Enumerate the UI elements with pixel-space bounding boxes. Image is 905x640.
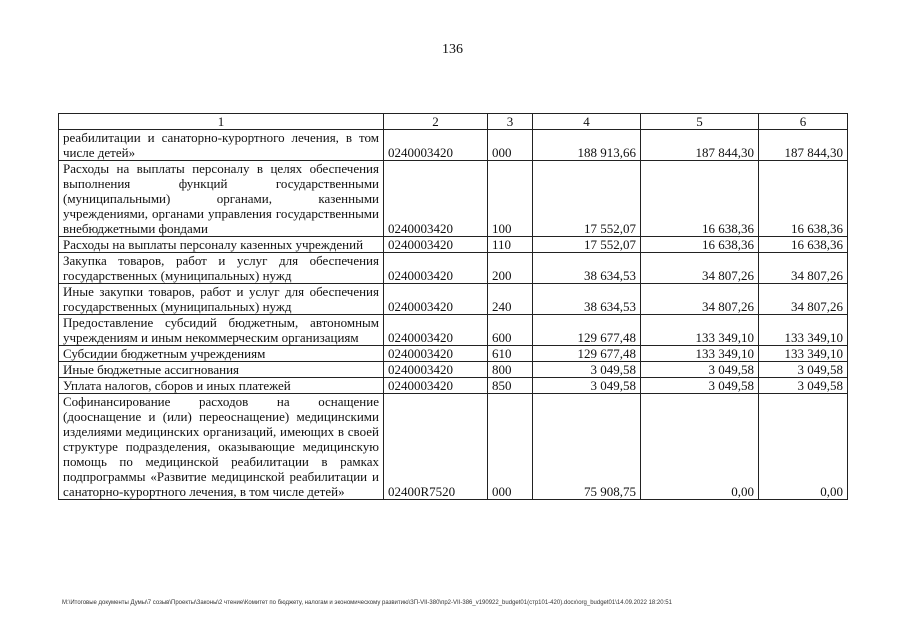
table-row <box>59 346 848 362</box>
table-row <box>59 130 848 161</box>
row-amount-col5: 0,00 <box>641 394 759 500</box>
row-name: реабилитации и санаторно-курортного лечения, в том числе детей» <box>59 130 384 161</box>
row-target-code: 0240003420 <box>384 346 488 362</box>
row-expense-type: 850 <box>488 378 533 394</box>
row-target-code: 0240003420 <box>384 161 488 237</box>
row-amount-col4: 38 634,53 <box>533 284 641 315</box>
row-amount-col4: 129 677,48 <box>533 346 641 362</box>
header-col-1: 1 <box>59 114 384 130</box>
table-row <box>59 394 848 500</box>
row-expense-type: 800 <box>488 362 533 378</box>
row-amount-col4: 188 913,66 <box>533 130 641 161</box>
row-name: Софинансирование расходов на оснащение (дооснащение и (или) переоснащение) медицинскими изделиями медицинских организаций, имеющих в своей структуре подразделения, оказывающие медицинскую помощь по медицинской реабилитации в рамках подпрограммы «Развитие медицинской реабилитации и санаторно-курортного лечения, в том числе детей» <box>59 394 384 500</box>
row-amount-col5: 34 807,26 <box>641 253 759 284</box>
page-number: 136 <box>442 42 463 57</box>
row-name: Расходы на выплаты персоналу в целях обеспечения выполнения функций государственными (муниципальными) органами, казенными учреждениями, органами управления государственными внебюджетными фондами <box>59 161 384 237</box>
row-expense-type: 610 <box>488 346 533 362</box>
header-col-4: 4 <box>533 114 641 130</box>
header-row <box>59 114 848 130</box>
table-row <box>59 284 848 315</box>
row-expense-type: 600 <box>488 315 533 346</box>
row-amount-col5: 187 844,30 <box>641 130 759 161</box>
row-expense-type: 100 <box>488 161 533 237</box>
row-amount-col5: 3 049,58 <box>641 362 759 378</box>
table-row <box>59 161 848 237</box>
row-name: Уплата налогов, сборов и иных платежей <box>59 378 384 394</box>
table-row <box>59 253 848 284</box>
row-name: Предоставление субсидий бюджетным, автономным учреждениям и иным некоммерческим организациям <box>59 315 384 346</box>
row-amount-col5: 16 638,36 <box>641 237 759 253</box>
row-amount-col4: 3 049,58 <box>533 362 641 378</box>
row-amount-col6: 133 349,10 <box>759 315 848 346</box>
row-amount-col6: 133 349,10 <box>759 346 848 362</box>
row-target-code: 0240003420 <box>384 284 488 315</box>
row-expense-type: 240 <box>488 284 533 315</box>
table-row <box>59 378 848 394</box>
row-amount-col6: 0,00 <box>759 394 848 500</box>
table-row <box>59 315 848 346</box>
row-name: Расходы на выплаты персоналу казенных учреждений <box>59 237 384 253</box>
header-col-6: 6 <box>759 114 848 130</box>
row-target-code: 0240003420 <box>384 315 488 346</box>
row-amount-col5: 34 807,26 <box>641 284 759 315</box>
row-target-code: 02400R7520 <box>384 394 488 500</box>
row-amount-col6: 16 638,36 <box>759 237 848 253</box>
row-name: Иные бюджетные ассигнования <box>59 362 384 378</box>
row-target-code: 0240003420 <box>384 130 488 161</box>
row-expense-type: 000 <box>488 394 533 500</box>
row-amount-col4: 129 677,48 <box>533 315 641 346</box>
row-amount-col6: 16 638,36 <box>759 161 848 237</box>
row-amount-col4: 3 049,58 <box>533 378 641 394</box>
row-amount-col5: 133 349,10 <box>641 346 759 362</box>
row-amount-col5: 133 349,10 <box>641 315 759 346</box>
row-expense-type: 000 <box>488 130 533 161</box>
row-target-code: 0240003420 <box>384 378 488 394</box>
document-file-path: M:\Итоговые документы Думы\7 созыв\Проекты\Законы\2 чтение\Комитет по бюджету, налогам и экономическому развитию\ЗП-VII-380\пр2-VII-386_v190922_budget01(стр101-420).docx\org_budget01\14.09.2022 18:20:51 <box>62 600 672 606</box>
row-amount-col4: 38 634,53 <box>533 253 641 284</box>
row-amount-col4: 17 552,07 <box>533 237 641 253</box>
row-target-code: 0240003420 <box>384 237 488 253</box>
budget-table <box>58 113 848 500</box>
row-amount-col5: 16 638,36 <box>641 161 759 237</box>
row-amount-col5: 3 049,58 <box>641 378 759 394</box>
row-amount-col4: 17 552,07 <box>533 161 641 237</box>
row-name: Субсидии бюджетным учреждениям <box>59 346 384 362</box>
row-target-code: 0240003420 <box>384 253 488 284</box>
row-amount-col6: 3 049,58 <box>759 362 848 378</box>
row-target-code: 0240003420 <box>384 362 488 378</box>
row-amount-col6: 187 844,30 <box>759 130 848 161</box>
header-col-2: 2 <box>384 114 488 130</box>
row-name: Иные закупки товаров, работ и услуг для обеспечения государственных (муниципальных) нужд <box>59 284 384 315</box>
table-row <box>59 362 848 378</box>
header-col-3: 3 <box>488 114 533 130</box>
row-amount-col6: 34 807,26 <box>759 253 848 284</box>
row-name: Закупка товаров, работ и услуг для обеспечения государственных (муниципальных) нужд <box>59 253 384 284</box>
header-col-5: 5 <box>641 114 759 130</box>
row-amount-col6: 3 049,58 <box>759 378 848 394</box>
table-row <box>59 237 848 253</box>
row-expense-type: 110 <box>488 237 533 253</box>
row-expense-type: 200 <box>488 253 533 284</box>
row-amount-col4: 75 908,75 <box>533 394 641 500</box>
row-amount-col6: 34 807,26 <box>759 284 848 315</box>
